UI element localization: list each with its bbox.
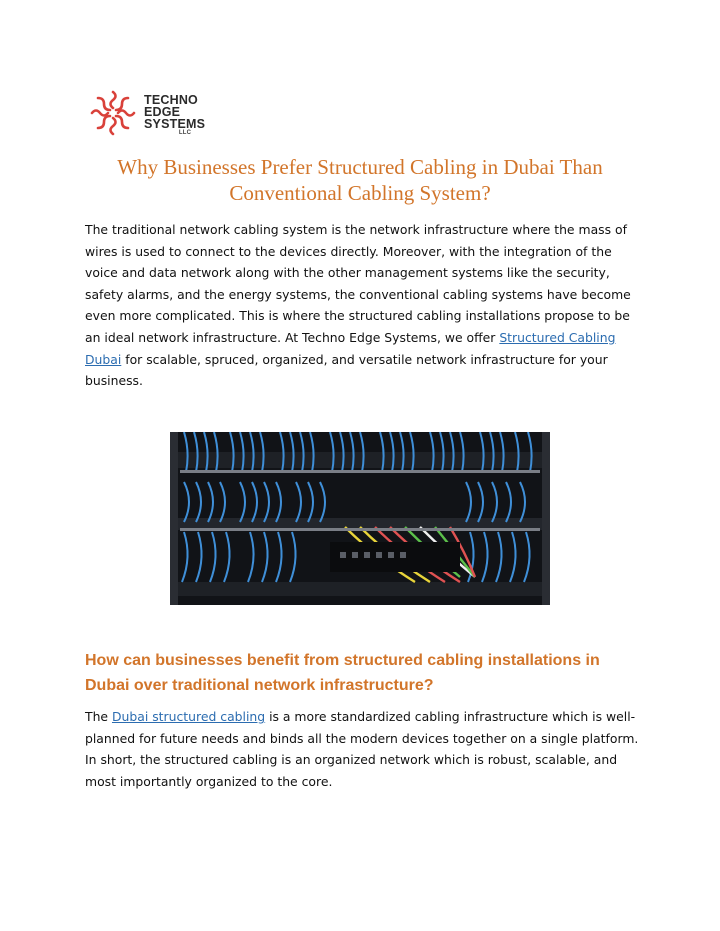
intro-text-end: for scalable, spruced, organized, and versatile network infrastructure for your business.: [85, 351, 608, 389]
logo-line-2: EDGE: [144, 105, 181, 119]
page-title: Why Businesses Prefer Structured Cabling in Dubai Than Conventional Cabling System?: [117, 155, 603, 205]
network-rack-photo: [170, 432, 550, 605]
logo-wordmark: [144, 94, 205, 137]
company-logo: [88, 88, 248, 142]
structured-cabling-dubai-link[interactable]: Structured Cabling Dubai: [85, 329, 616, 367]
intro-text-start: The traditional network cabling system is the network infrastructure where the mass of wires is used to connect to the devices directly. Moreover, with the integration of the voice and data network along with the other management systems like the security, safety alarms, and the energy systems, the conventional cabling systems have become even more complicated. This is where the structured cabling installations propose to be an ideal network infrastructure. At Techno Edge Systems, we offer: [85, 222, 631, 345]
logo-line-1: TECHNO: [144, 93, 198, 107]
section-heading: How can businesses benefit from structured cabling installations in Dubai over traditional network infrastructure?: [85, 652, 600, 694]
logo-mark-icon: [88, 88, 138, 138]
section-text-start: The: [85, 709, 112, 724]
logo-suffix: LLC: [178, 130, 192, 136]
dubai-structured-cabling-link[interactable]: Dubai structured cabling: [111, 709, 266, 724]
section-paragraph: [85, 706, 645, 792]
logo-line-3: SYSTEMS: [144, 117, 206, 131]
section-text-end: is a more standardized cabling infrastructure which is well-planned for future needs and binds all the modern devices together on a single platform. In short, the structured cabling is an organized network which is robust, scalable, and most importantly organized to the core.: [85, 709, 639, 789]
intro-paragraph: [85, 219, 645, 392]
